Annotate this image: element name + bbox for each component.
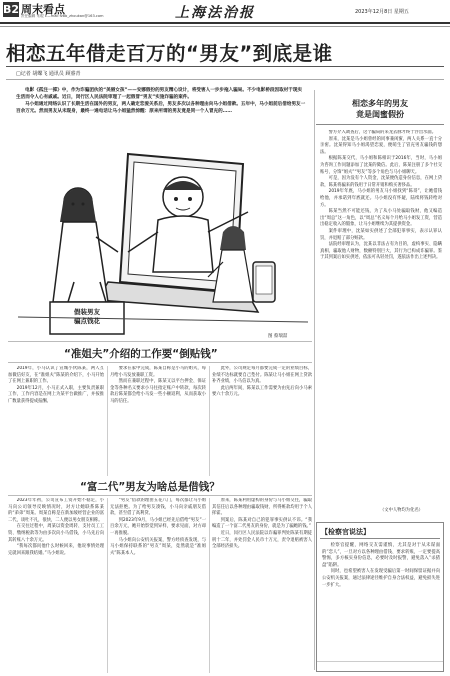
paragraph: 检察官提醒，网络交友需谨慎，尤其是对于从未谋面的“恋人”，一旦对方以各种理由借钱、要求转账，一定要提高警惕，多方核实身份信息，必要时及时报警，避免落入“杀猪盘”陷阱。 (322, 543, 440, 568)
header-divider (0, 26, 450, 27)
paragraph: 案件审理中，沈某如实供述了全部犯罪事实，表示认罪认罚，并退赔了部分赃款。 (320, 228, 442, 241)
paragraph: 2023年年初，公司宣布工资开始不稳定，小马向公司领导反映情况时，对方让她联系陈某的“弟弟”周某。周某自称是在新加坡经营企业的富二代，谈吐不凡，很快，二人便以男女朋友相称。 (8, 498, 104, 523)
lede-paragraph: 电影《孤注一掷》中，作为诈骗团伙的“美丽女孩”——安娜假扮的男友精心设计，将受害人一步步拖入骗局。不少电影桥段因取材于现实生活而令人心有戚戚。近日，闵行区人民法院审理了一起假冒“男友”实施诈骗的案件。 (16, 88, 303, 100)
paragraph: 此外，公司规定每月都要完成一定的业绩目标，业绩不达标就要自己垫付。陈某让马小姐在网上贷款补齐业绩，小马信以为真。 (212, 366, 312, 385)
column-divider (107, 498, 108, 673)
sidebar-divider (314, 90, 315, 670)
cartoon-illustration (8, 142, 312, 342)
paragraph: 同时，也希望被害人在发现受骗后第一时间保留证据并向公安机关报案，通过法律途径维护自身合法权益，避免损失进一步扩大。 (322, 569, 440, 588)
subheading-rule (8, 495, 312, 496)
subheading: “准姐夫”介绍的工作要“倒贴钱” (64, 348, 218, 360)
article-column (110, 498, 206, 673)
paragraph: 2019年，小马认识了宣城小伙陈某，两人互加微信好友，在“准姐夫”陈某的介绍下，小马开始了在网上兼职的工作。 (8, 366, 104, 385)
sidebar-column (320, 130, 442, 510)
box-body (322, 543, 440, 589)
section-name: 周末看点 (21, 3, 65, 16)
sidebar-title-line: 相恋多年的男友 (352, 99, 408, 108)
lede (16, 87, 306, 115)
paragraph: 陈某当然不可能还钱，为了从小马处骗取钱财，他又编造出“周总”这一角色，以“周总”名义每个月给马小姐发工资，营造出稳定收入的假象，让马小姐继续为其提供资金。 (320, 209, 442, 228)
sidebar-title (316, 98, 444, 120)
paragraph: “我每次都问他什么时候回来，他说事情处理完就回来跟我结婚。”马小姐说。 (8, 544, 104, 556)
article-column (212, 366, 312, 476)
box-title-rule (320, 538, 440, 539)
column-divider (209, 498, 210, 673)
article-column (8, 366, 104, 476)
paragraph: 要求在家中完成，陈某自称是小马的姐夫，每月给小马发放兼职工资。 (110, 366, 206, 378)
headline-rule (6, 66, 444, 67)
illustration-credit: 图 蔡瑞喆 (268, 334, 288, 339)
masthead: 上海法治报 (175, 5, 255, 21)
paragraph: 近日，闵行区人民法院以诈骗罪判处陈某有期徒刑十二年，并处罚金人民币十万元，责令退赔被害人全部经济损失。 (212, 530, 312, 550)
paragraph: 2019年年底，马小姐的男友马小姐找到“陈哥”，让她借钱给他，并承诺到年底就还。马小姐没有怀疑，陆续将钱转给对方。 (320, 189, 442, 208)
paragraph: 然而在兼职过程中，陈某又以平台押金、保证金等各种名义要求小马往指定账户中转款，每次转款后陈某都会给小马发一些小额返利，从而获取小马的信任。 (110, 379, 206, 404)
dateline: 2023年12月8日 星期五 (355, 9, 409, 15)
lede-paragraph: 马小姐通过网络认识了长期生活在国外的男友，两人确定恋爱关系后，男友多次以各种理由向马小姐借款。五年中，马小姐前后借给男友一百余万元。然而男友从未现身，最终一通电话让马小姐猛然惊醒：原来所谓的男友竟是同一个人冒充的…… (16, 102, 306, 114)
page-title: 相恋五年借走百万的“男友”到底是谁 (6, 42, 333, 65)
subheading-rule (8, 362, 312, 363)
box-footer (317, 661, 443, 669)
paragraph: 2019年12月，小马正式入职，主要负责兼职工作，工作内容是在网上为某平台做推广，并按推广数量获得提成报酬。 (8, 385, 104, 404)
paragraph: 法院经审理认为，沈某以非法占有为目的，虚构事实、隐瞒真相，骗取他人财物，数额特别巨大，其行为已构成诈骗罪。鉴于其到案后如实供述，依法可从轻处罚，遂依法作出上述判决。 (320, 242, 442, 261)
article-column (212, 498, 312, 673)
paragraph: 根据陈某交代，马小姐和陈相识于2016年，当时，马小姐为咨询工作问题添加了沈某的微信。此后，陈某注册了多个社交账号，分饰“姐夫”“男友”等多个角色与马小姐聊天。 (320, 156, 442, 175)
phone-icon (253, 262, 275, 302)
paragraph: 警方介入调查后，这个骗局的来龙去脉才终于浮出水面。 (328, 130, 437, 135)
page-header (0, 0, 450, 24)
sidebar-title-rule (316, 124, 444, 125)
paragraph: 马小姐向公安机关报案，警方经侦查发现，与马小姐保持联系的“男友”周某，竟然就是“准姐夫”陈某本人。 (110, 537, 206, 556)
article-column (110, 366, 206, 476)
paragraph: 此后两年间，陈某以工作需要为由先后向小马索要六十余万元。 (212, 385, 312, 398)
paragraph: 原来，沈某是马小姐曾经的同事兼闺蜜，两人关系一直十分亲密。沈某得知马小姐渴望恋爱，便萌生了冒充男友骗钱的想法。 (320, 136, 442, 155)
box-title: 【检察官说法】 (321, 528, 370, 536)
sign-line: 假装男友 (74, 308, 100, 316)
paragraph: 在交往过程中，周某以资金周转、支付员工工资、缴纳税款等为由多次向小马借钱，小马先后向其转账八十余万元。 (8, 524, 104, 543)
page-number-badge: B2 (3, 3, 20, 16)
column-divider (107, 366, 108, 476)
paragraph: 到2023年9月，马小姐已经先后借给“男友”一百余万元，她开始察觉到异样，要求见面，对方却一再推脱。 (110, 517, 206, 536)
sign-line: 骗点钱花 (74, 317, 100, 325)
paragraph: 到案后，陈某对自己的犯罪事实供认不讳。“我编造了一个富二代男友的身份，就是为了骗她的钱。” (212, 517, 312, 530)
author-note: （文中人物均为化名） (380, 508, 423, 513)
paragraph: “男友”借款的理由五花八门，每次都让马小姐无法拒绝。为了给男友凑钱，小马向亲戚朋友借款，甚至借了高利贷。 (110, 498, 206, 517)
illustration-rule (8, 341, 312, 342)
byline: □记者 胡蝶飞 通讯员 顾睿青 (16, 71, 81, 77)
prosecutor-box (316, 522, 444, 672)
column-divider (209, 366, 210, 476)
paragraph: 可是，因为没有个人资金，沈某便伪造身份信息，在网上贷款，陈某将骗来的钱用于日常开销和购买奢侈品。 (320, 176, 442, 188)
editor-info: 责任编辑 朱琨 E—mail:fzbb_zhoukan@163.com (21, 14, 104, 18)
paragraph: 原来，陈某利用虚构的身份与马小姐交往，骗取其信任后以各种理由骗取钱财，所得赃款均用于个人挥霍。 (212, 498, 312, 517)
sign-text (54, 308, 120, 326)
sidebar-title-line: 竟是闺蜜假扮 (356, 110, 404, 119)
byline-rule (6, 79, 444, 80)
subheading: “富二代”男友为啥总是借钱？ (80, 481, 220, 493)
article-column (8, 498, 104, 673)
